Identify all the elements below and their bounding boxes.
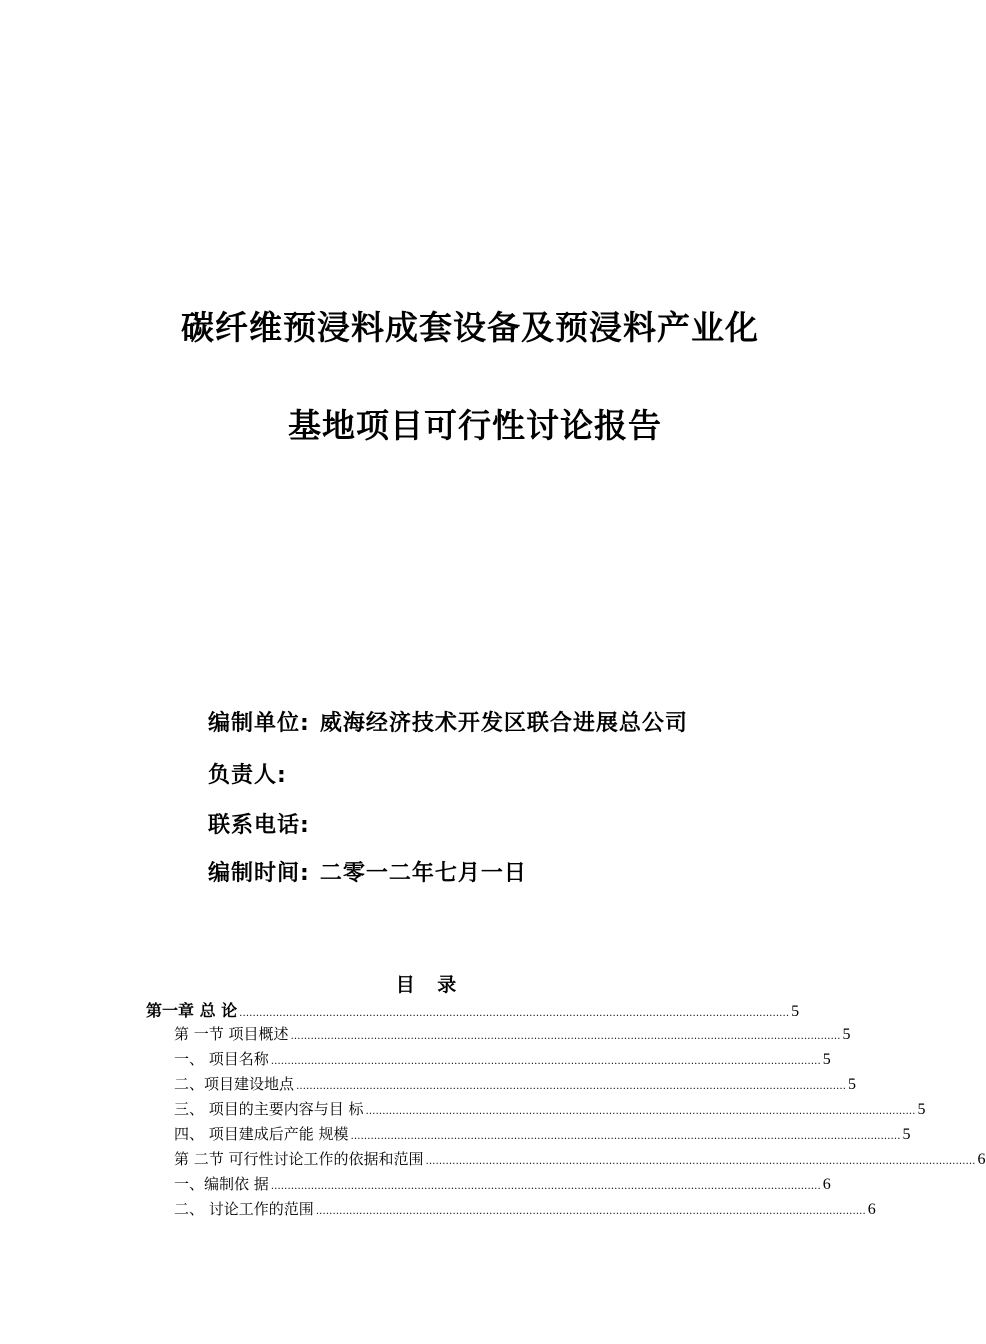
toc-entry-label: 第一章 总 论	[146, 1001, 238, 1020]
compiling-unit-value: 威海经济技术开发区联合进展总公司	[319, 711, 688, 736]
toc-entry-label: 二、 讨论工作的范围	[174, 1200, 314, 1218]
toc-entry-section-1[interactable]	[174, 1023, 851, 1045]
toc-leader: …………………………………………………………………………………………………………………………………………………	[270, 1181, 821, 1192]
toc-title: 目 录	[395, 974, 465, 996]
toc-entry-label: 一、编制依 据	[174, 1175, 269, 1193]
toc-entry-label: 三、 项目的主要内容与目 标	[174, 1100, 364, 1118]
toc-leader: …………………………………………………………………………………………………………………………………………………	[296, 1081, 847, 1092]
toc-leader: …………………………………………………………………………………………………………………………………………………	[365, 1106, 916, 1117]
toc-entry-page: 6	[867, 1201, 876, 1218]
toc-entry-item-basis[interactable]	[174, 1173, 831, 1195]
toc-entry-label: 二、项目建设地点	[174, 1075, 295, 1093]
toc-entry-label: 一、 项目名称	[174, 1050, 269, 1068]
toc-leader: …………………………………………………………………………………………………………………………………………………	[270, 1056, 821, 1067]
toc-entry-page: 5	[902, 1126, 911, 1143]
toc-entry-item-project-name[interactable]	[174, 1048, 831, 1070]
compile-date-row	[208, 856, 527, 887]
toc-entry-page: 5	[842, 1026, 851, 1043]
responsible-person-label: 负责人:	[208, 763, 287, 788]
contact-phone-label: 联系电话:	[208, 813, 310, 838]
toc-leader: …………………………………………………………………………………………………………………………………………………	[350, 1131, 901, 1142]
responsible-person-row	[208, 758, 287, 789]
report-title-line-1: 碳纤维预浸料成套设备及预浸料产业化	[181, 308, 759, 347]
toc-entry-item-site[interactable]	[174, 1073, 857, 1095]
compile-date-label: 编制时间:	[208, 861, 310, 886]
toc-entry-page: 6	[822, 1176, 831, 1193]
compile-date-value: 二零一二年七月一日	[319, 861, 527, 886]
toc-entry-section-2[interactable]	[174, 1148, 986, 1170]
toc-entry-page: 5	[822, 1051, 831, 1068]
report-title-line-2: 基地项目可行性讨论报告	[288, 406, 662, 445]
contact-phone-row	[208, 808, 310, 839]
toc-entry-page: 5	[848, 1076, 857, 1093]
toc-entry-chapter-1[interactable]	[146, 998, 800, 1020]
toc-leader: …………………………………………………………………………………………………………………………………………………	[239, 1008, 790, 1019]
toc-leader: …………………………………………………………………………………………………………………………………………………	[315, 1206, 866, 1217]
toc-entry-page: 5	[791, 1003, 800, 1020]
toc-entry-page: 5	[917, 1101, 926, 1118]
toc-entry-label: 四、 项目建成后产能 规模	[174, 1125, 349, 1143]
toc-entry-item-capacity[interactable]	[174, 1123, 911, 1145]
compiling-unit-label: 编制单位:	[208, 711, 310, 736]
toc-entry-page: 6	[977, 1151, 986, 1168]
toc-leader: …………………………………………………………………………………………………………………………………………………	[425, 1156, 976, 1167]
toc-leader: …………………………………………………………………………………………………………………………………………………	[290, 1031, 841, 1042]
toc-entry-item-scope[interactable]	[174, 1198, 876, 1220]
compiling-unit-row	[208, 706, 688, 737]
toc-entry-label: 第 一节 项目概述	[174, 1025, 289, 1043]
toc-entry-label: 第 二节 可行性讨论工作的依据和范围	[174, 1150, 424, 1168]
toc-entry-item-content[interactable]	[174, 1098, 926, 1120]
